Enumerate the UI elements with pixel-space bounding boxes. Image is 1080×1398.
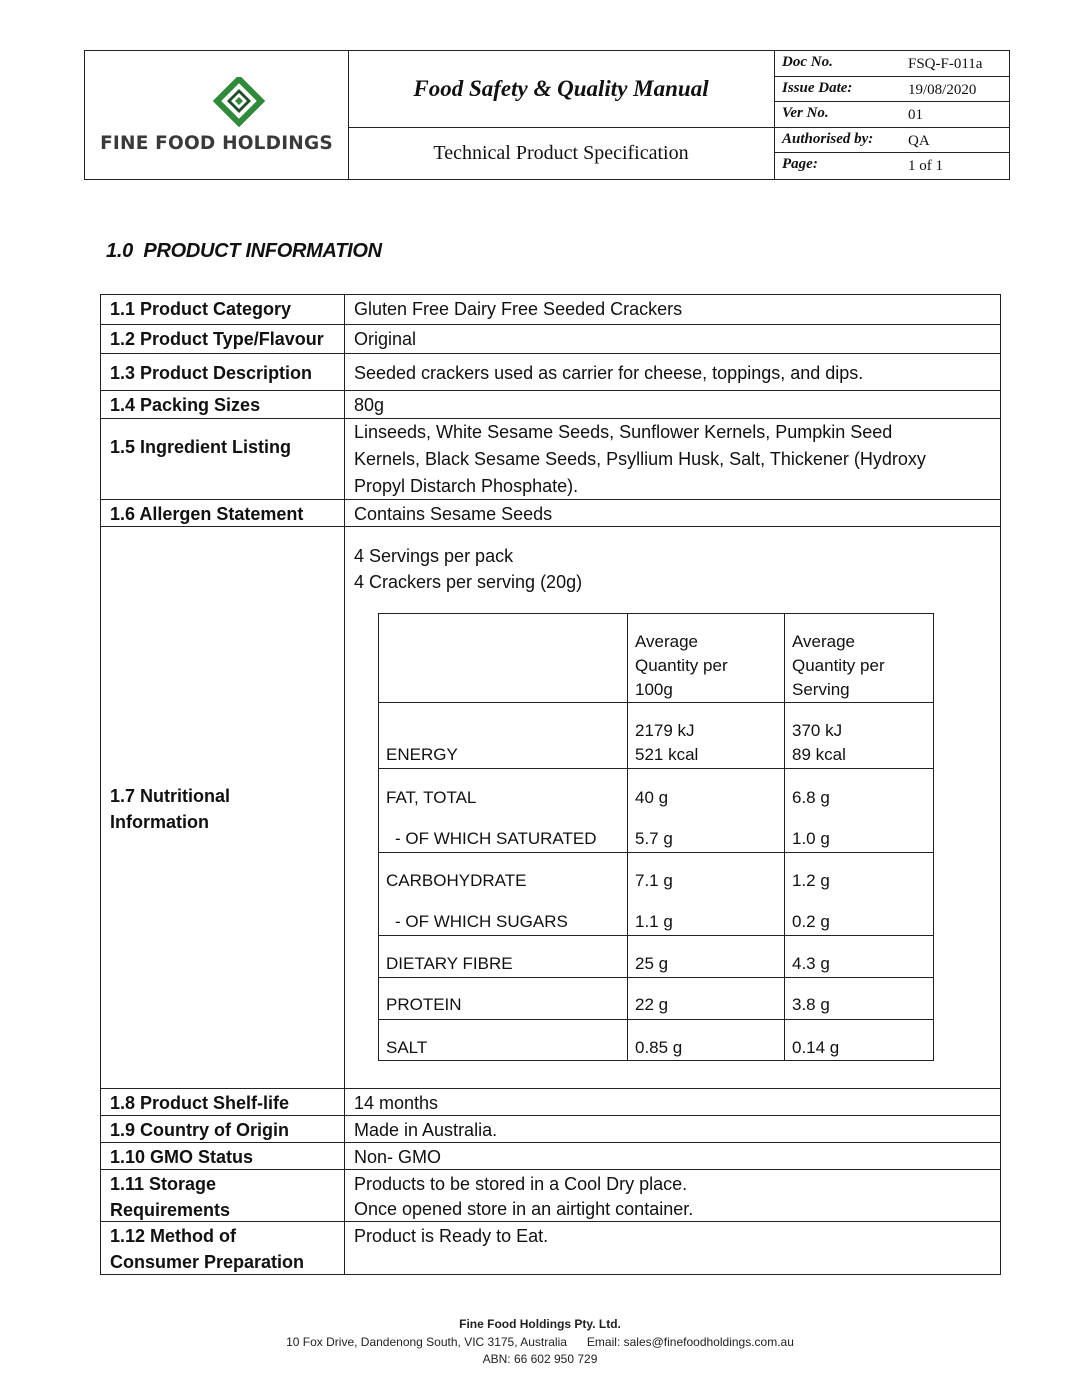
table-rule xyxy=(100,294,1001,295)
brand-name: FINE FOOD HOLDINGS xyxy=(100,133,333,154)
row-label-nutrition-line-1: 1.7 Nutritional xyxy=(110,786,231,806)
row-label-packing: 1.4 Packing Sizes xyxy=(110,395,261,415)
row-label-category: 1.1 Product Category xyxy=(110,299,292,319)
row-value-gmo: Non- GMO xyxy=(354,1147,442,1167)
carbohydrate-per100: 7.1 g xyxy=(635,871,673,890)
saturated-perserving: 1.0 g xyxy=(792,829,830,848)
nutrition-panel xyxy=(378,613,934,1060)
nutrient-saturated: - OF WHICH SATURATED xyxy=(395,829,597,848)
col-header-per100-line-1: Average xyxy=(635,632,699,651)
row-value-description: Seeded crackers used as carrier for cheese, toppings, and dips. xyxy=(354,363,864,383)
row-value-packing: 80g xyxy=(354,395,385,415)
salt-perserving: 0.14 g xyxy=(792,1038,840,1057)
row-label-allergen: 1.6 Allergen Statement xyxy=(110,504,304,524)
nutrient-carbohydrate: CARBOHYDRATE xyxy=(386,871,527,890)
nutrient-fat: FAT, TOTAL xyxy=(386,788,477,807)
col-header-per100-line-3: 100g xyxy=(635,680,673,699)
meta-row-ver-no xyxy=(774,102,1009,128)
title-cell xyxy=(348,51,775,179)
meta-label: Ver No. xyxy=(782,105,829,122)
nutrition-rule xyxy=(378,935,934,936)
nutrition-rule xyxy=(378,702,934,703)
col-header-perserving-line-2: Quantity per xyxy=(792,656,885,675)
row-value-ingredients-line-3: Propyl Distarch Phosphate). xyxy=(354,476,579,496)
protein-perserving: 3.8 g xyxy=(792,995,830,1014)
document-header xyxy=(84,50,1010,180)
meta-value: 19/08/2020 xyxy=(908,81,977,98)
row-value-ingredients-line-1: Linseeds, White Sesame Seeds, Sunflower Kernels, Pumpkin Seed xyxy=(354,422,893,442)
product-info-table xyxy=(100,294,1001,1275)
nutrient-energy: ENERGY xyxy=(386,745,458,764)
row-value-type: Original xyxy=(354,329,417,349)
energy-per100-kcal: 521 kcal xyxy=(635,745,699,764)
col-header-per100-line-2: Quantity per xyxy=(635,656,728,675)
row-value-allergen: Contains Sesame Seeds xyxy=(354,504,553,524)
salt-per100: 0.85 g xyxy=(635,1038,683,1057)
table-rule xyxy=(100,294,101,1275)
row-value-ingredients-line-2: Kernels, Black Sesame Seeds, Psyllium Husk, Salt, Thickener (Hydroxy xyxy=(354,449,926,469)
nutrition-rule xyxy=(378,977,934,978)
nutrition-rule xyxy=(378,852,934,853)
spec-title: Technical Product Specification xyxy=(433,142,689,164)
meta-value: FSQ-F-011a xyxy=(908,56,983,72)
row-value-storage-line-1: Products to be stored in a Cool Dry place. xyxy=(354,1174,688,1194)
row-value-category: Gluten Free Dairy Free Seeded Crackers xyxy=(354,299,683,319)
nutrition-rule xyxy=(627,613,628,1061)
protein-per100: 22 g xyxy=(635,995,669,1014)
table-rule xyxy=(100,324,1001,325)
table-rule xyxy=(100,390,1001,391)
serving-size: 4 Crackers per serving (20g) xyxy=(354,572,583,592)
row-label-preparation-line-1: 1.12 Method of xyxy=(110,1226,237,1246)
footer-abn: ABN: 66 602 950 729 xyxy=(482,1352,598,1366)
carbohydrate-perserving: 1.2 g xyxy=(792,871,830,890)
row-value-preparation: Product is Ready to Eat. xyxy=(354,1226,549,1246)
servings-per-pack: 4 Servings per pack xyxy=(354,546,514,566)
meta-value: 1 of 1 xyxy=(908,158,943,175)
row-value-storage-line-2: Once opened store in an airtight container. xyxy=(354,1199,694,1219)
nutrient-fibre: DIETARY FIBRE xyxy=(386,954,513,973)
meta-label: Issue Date: xyxy=(782,79,853,96)
table-rule xyxy=(100,1088,1001,1089)
fibre-perserving: 4.3 g xyxy=(792,954,830,973)
col-header-perserving-line-1: Average xyxy=(792,632,856,651)
col-header-perserving-line-3: Serving xyxy=(792,680,850,699)
energy-perserving-kj: 370 kJ xyxy=(792,721,843,740)
logo-cell xyxy=(85,51,349,179)
row-value-shelf-life: 14 months xyxy=(354,1093,439,1113)
row-label-storage-line-1: 1.11 Storage xyxy=(110,1174,217,1194)
meta-row-page xyxy=(774,153,1009,179)
meta-row-doc-no xyxy=(774,51,1009,77)
nutrient-sugars: - OF WHICH SUGARS xyxy=(395,912,568,931)
footer-address: 10 Fox Drive, Dandenong South, VIC 3175, Australia Email: sales@finefoodholdings.com.au xyxy=(286,1335,794,1349)
manual-title: Food Safety & Quality Manual xyxy=(348,51,774,128)
nutrient-salt: SALT xyxy=(386,1038,428,1057)
row-label-type: 1.2 Product Type/Flavour xyxy=(110,329,324,349)
row-label-nutrition-line-2: Information xyxy=(110,812,209,832)
meta-value: QA xyxy=(908,132,930,149)
table-rule xyxy=(344,294,345,1275)
meta-row-authorised-by xyxy=(774,128,1009,154)
meta-label: Page: xyxy=(782,156,818,173)
row-label-preparation-line-2: Consumer Preparation xyxy=(110,1252,305,1272)
energy-per100-kj: 2179 kJ xyxy=(635,721,695,740)
table-rule xyxy=(100,353,1001,354)
nutrient-protein: PROTEIN xyxy=(386,995,462,1014)
row-label-shelf-life: 1.8 Product Shelf-life xyxy=(110,1093,290,1113)
row-label-description: 1.3 Product Description xyxy=(110,363,313,383)
nutrition-rule xyxy=(378,1019,934,1020)
meta-label: Doc No. xyxy=(782,54,833,70)
section-title: 1.0 PRODUCT INFORMATION xyxy=(106,240,382,262)
energy-perserving-kcal: 89 kcal xyxy=(792,745,846,764)
document-meta-table xyxy=(774,51,1009,179)
sugars-perserving: 0.2 g xyxy=(792,912,830,931)
row-label-ingredients: 1.5 Ingredient Listing xyxy=(110,437,292,457)
row-label-gmo: 1.10 GMO Status xyxy=(110,1147,254,1167)
company-logo-icon xyxy=(209,77,269,129)
row-value-origin: Made in Australia. xyxy=(354,1120,498,1140)
fibre-per100: 25 g xyxy=(635,954,669,973)
table-rule xyxy=(1000,294,1001,1275)
fat-per100: 40 g xyxy=(635,788,669,807)
footer-company: Fine Food Holdings Pty. Ltd. xyxy=(459,1317,621,1331)
row-label-origin: 1.9 Country of Origin xyxy=(110,1120,290,1140)
meta-value: 01 xyxy=(908,107,923,124)
row-label-storage-line-2: Requirements xyxy=(110,1200,231,1220)
meta-label: Authorised by: xyxy=(782,130,874,147)
saturated-per100: 5.7 g xyxy=(635,829,673,848)
nutrition-rule xyxy=(378,768,934,769)
sugars-per100: 1.1 g xyxy=(635,912,673,931)
nutrition-rule xyxy=(784,613,785,1061)
fat-perserving: 6.8 g xyxy=(792,788,830,807)
meta-row-issue-date xyxy=(774,77,1009,103)
